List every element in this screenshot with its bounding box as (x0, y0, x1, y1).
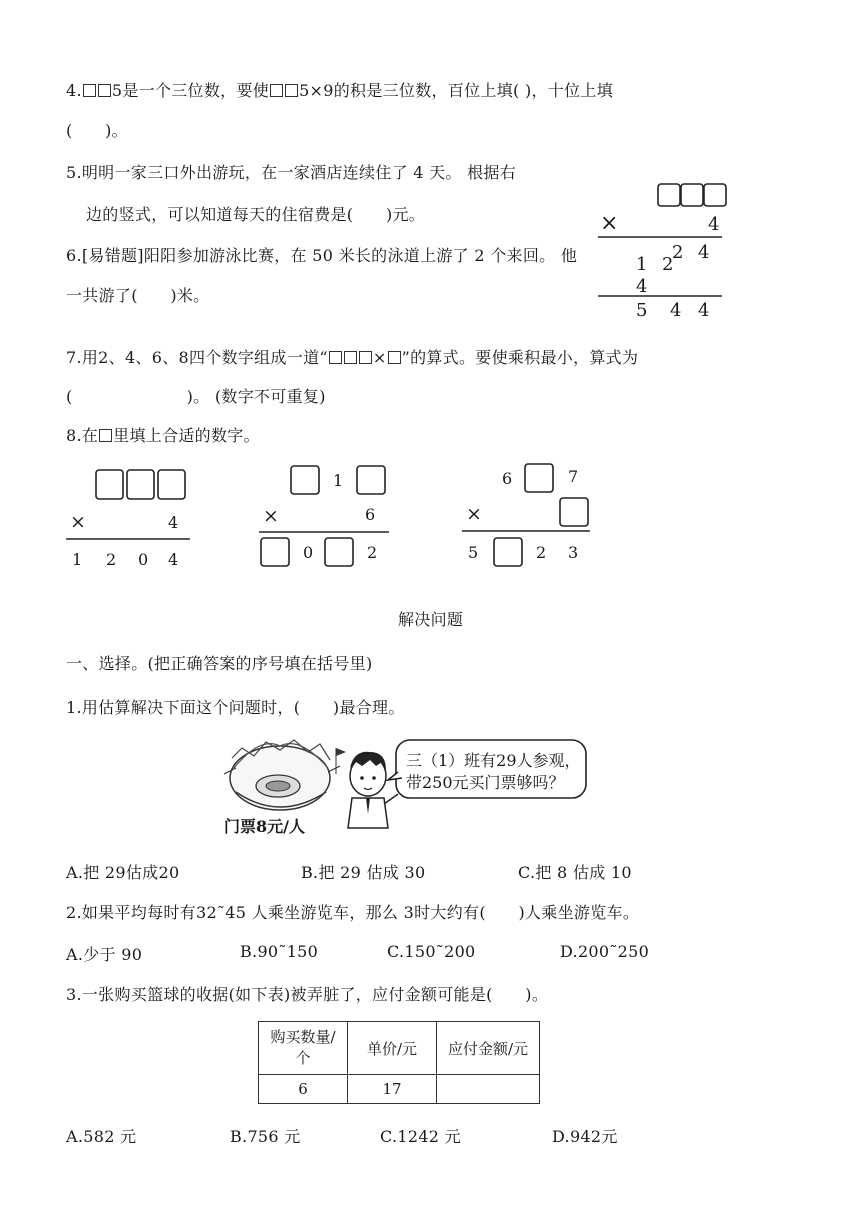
partial-digit: 4 (698, 242, 710, 263)
blank-square (270, 84, 283, 97)
s2-option-b: B.90˜150 (240, 942, 319, 961)
q8-text-b: 里填上合适的数字。 (113, 426, 260, 445)
q7-text-a: 7.用2、4、6、8四个数字组成一道“ (66, 348, 328, 367)
question-5-line-1: 5.明明一家三口外出游玩，在一家酒店连续住了 4 天。 根据右 (66, 163, 517, 182)
times-sign: × (263, 505, 279, 527)
question-4-line-1: 4. 5是一个三位数，要使 5×9的积是三位数，百位上填( )，十位上填 (66, 81, 613, 100)
header-unit-price: 单价/元 (348, 1022, 437, 1075)
stadium-drawing (224, 740, 346, 810)
section-heading: 解决问题 (398, 610, 464, 629)
speech-bubble (388, 740, 586, 798)
s1-question: 1.用估算解决下面这个问题时，( )最合理。 (66, 698, 405, 717)
header-quantity-line1: 购买数量/ (270, 1028, 336, 1046)
digit-box (704, 184, 726, 206)
multiplier-digit: 6 (365, 505, 376, 524)
s2-option-a: A.少于 90 (66, 945, 143, 964)
result-digit: 0 (303, 543, 314, 562)
boy-drawing (348, 752, 398, 828)
receipt-table (258, 1021, 540, 1104)
bubble-line-2: 带250元买门票够吗？ (406, 773, 565, 792)
times-sign: × (600, 211, 619, 236)
question-6-line-1: 6.[易错题]阳阳参加游泳比赛，在 50 米长的泳道上游了 2 个来回。 他 (66, 246, 578, 265)
question-8-title (66, 423, 260, 446)
digit-box (261, 538, 289, 566)
q8-text-a: 8.在 (66, 426, 99, 445)
cell-unit-price: 17 (348, 1075, 437, 1104)
digit-box (325, 538, 353, 566)
result-digit: 4 (670, 300, 682, 321)
known-digit: 1 (333, 471, 344, 490)
vertical-calculation-b (255, 460, 395, 576)
result-digit: 0 (138, 550, 149, 569)
digit-box (357, 466, 385, 494)
result-digit: 4 (168, 550, 179, 569)
q7-text-c: ”的算式。要使乘积最小，算式为 (401, 348, 639, 367)
q7-text-b: × (372, 348, 387, 367)
s1-option-c: C.把 8 估成 10 (518, 863, 632, 882)
result-digit: 1 (72, 550, 83, 569)
question-5-line-2: 边的竖式，可以知道每天的住宿费是( )元。 (86, 205, 426, 224)
digit-box (96, 470, 123, 499)
table-header-row (259, 1022, 540, 1075)
result-digit: 2 (536, 543, 547, 562)
s1-option-b: B.把 29 估成 30 (301, 863, 426, 882)
header-amount: 应付金额/元 (437, 1022, 540, 1075)
digit-box (525, 464, 553, 492)
known-digit: 7 (568, 467, 579, 486)
s3-option-d: D.942元 (552, 1127, 618, 1146)
blank-square (99, 429, 112, 442)
s2-question: 2.如果平均每时有32˜45 人乘坐游览车，那么 3时大约有( )人乘坐游览车。 (66, 903, 640, 922)
s2-option-d: D.200˜250 (560, 942, 650, 961)
stadium-and-boy-illustration (220, 728, 590, 838)
s3-option-b: B.756 元 (230, 1127, 301, 1146)
result-digit: 4 (698, 300, 710, 321)
bubble-line-1: 三（1）班有29人参观， (406, 751, 581, 770)
cell-quantity: 6 (259, 1075, 348, 1104)
s2-option-c: C.150˜200 (387, 942, 476, 961)
cell-amount (437, 1075, 540, 1104)
times-sign: × (70, 511, 86, 533)
result-digit: 2 (106, 550, 117, 569)
s1-option-a: A.把 29估成20 (66, 863, 180, 882)
times-sign: × (466, 503, 482, 525)
blank-square (98, 84, 111, 97)
result-digit: 3 (568, 543, 579, 562)
question-6-line-2: 一共游了( )米。 (66, 286, 210, 305)
question-4-line-2: ( )。 (66, 121, 128, 140)
digit-box (494, 538, 522, 566)
result-digit: 2 (367, 543, 378, 562)
digit-box (658, 184, 680, 206)
blank-square (359, 351, 372, 364)
s3-option-c: C.1242 元 (380, 1127, 461, 1146)
s3-question: 3.一张购买篮球的收据(如下表)被弄脏了，应付金额可能是( )。 (66, 985, 549, 1004)
table-row (259, 1075, 540, 1104)
multiplier-digit: 4 (708, 214, 720, 235)
vertical-calculation-a (64, 464, 196, 574)
blank-square (388, 351, 401, 364)
blank-square (285, 84, 298, 97)
known-digit: 6 (502, 469, 513, 488)
digit-box (127, 470, 154, 499)
partial-digit: 2 (662, 254, 674, 275)
blank-square (329, 351, 342, 364)
part-title: 一、选择。(把正确答案的序号填在括号里) (66, 654, 373, 673)
partial-digit: 4 (636, 276, 648, 297)
header-quantity (259, 1022, 348, 1075)
question-7-line-2: ( )。 (数字不可重复) (66, 387, 326, 406)
digit-box (158, 470, 185, 499)
partial-digit: 1 (636, 254, 648, 275)
vertical-calculation-c (458, 460, 598, 576)
digit-box (560, 498, 588, 526)
digit-box (681, 184, 703, 206)
s3-option-a: A.582 元 (66, 1127, 137, 1146)
result-digit: 5 (468, 543, 479, 562)
digit-box (291, 466, 319, 494)
multiplier-digit: 4 (168, 513, 179, 532)
header-quantity-line2: 个 (295, 1049, 311, 1067)
q4-text-b: 5×9的积是三位数，百位上填( )，十位上填 (299, 81, 613, 100)
blank-square (83, 84, 96, 97)
ticket-label: 门票8元/人 (224, 817, 305, 836)
vertical-calculation-q5 (590, 178, 730, 323)
blank-square (344, 351, 357, 364)
question-7-line-1 (66, 345, 638, 368)
partial-digit: 2 (672, 242, 684, 263)
result-digit: 5 (636, 300, 648, 321)
q4-text-a: 5是一个三位数，要使 (111, 81, 270, 100)
